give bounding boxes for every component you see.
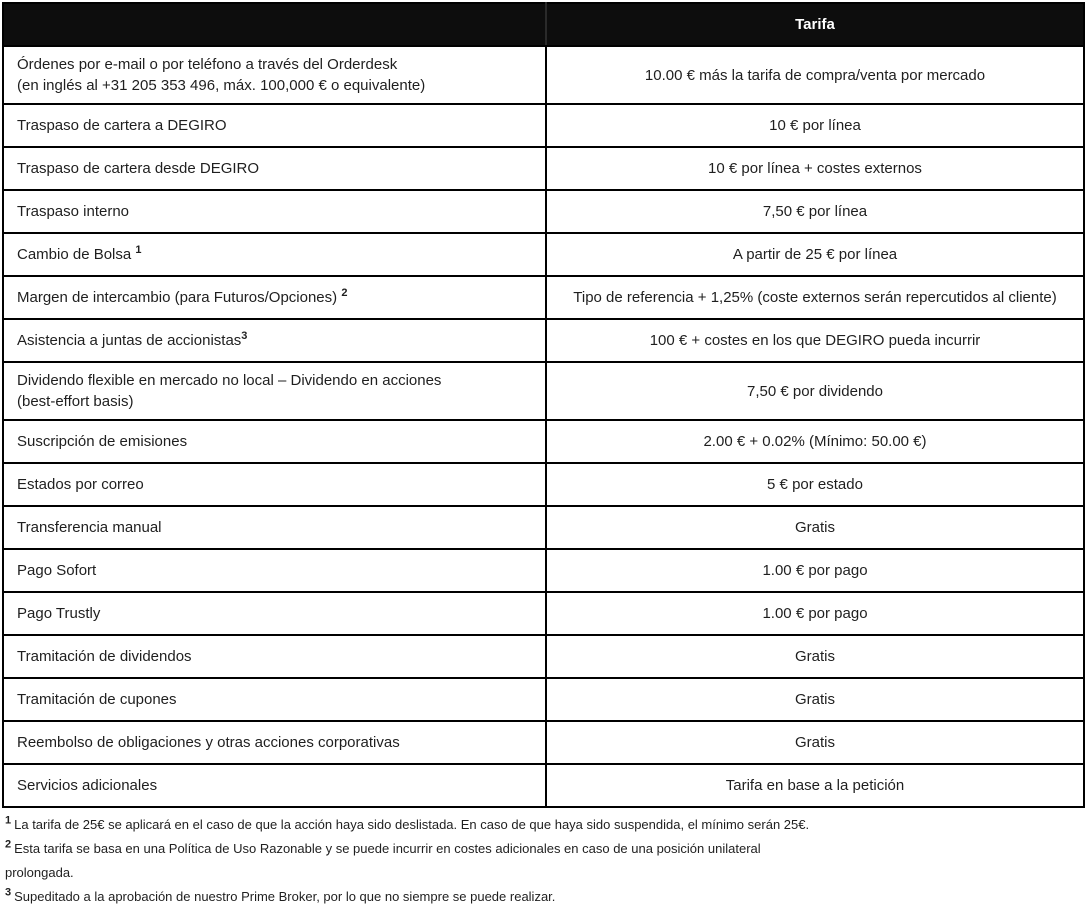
service-cell <box>3 506 546 549</box>
tarifa-value: 2.00 € + 0.02% (Mínimo: 50.00 €) <box>546 420 1084 463</box>
footnote-2-continuation: prolongada. <box>5 865 74 880</box>
tarifa-value: A partir de 25 € por línea <box>546 233 1084 276</box>
footnote-1 <box>5 813 1086 837</box>
table-row <box>3 104 1084 147</box>
service-cell <box>3 635 546 678</box>
footnote-reference: 3 <box>241 330 248 342</box>
table-row <box>3 721 1084 764</box>
table-row <box>3 549 1084 592</box>
service-label: Estados por correo <box>17 476 144 493</box>
footnote-1-marker: 1 <box>5 814 12 827</box>
service-label: Pago Sofort <box>17 562 97 579</box>
tarifa-value: 10 € por línea <box>546 104 1084 147</box>
service-label: Reembolso de obligaciones y otras acciones corporativas <box>17 734 400 751</box>
service-label-line2: (en inglés al +31 205 353 496, máx. 100,000 € o equivalente) <box>17 77 426 94</box>
tarifa-value: Gratis <box>546 721 1084 764</box>
table-row <box>3 276 1084 319</box>
tarifa-value: Tipo de referencia + 1,25% (coste externos serán repercutidos al cliente) <box>546 276 1084 319</box>
service-label: Traspaso de cartera a DEGIRO <box>17 117 227 134</box>
service-cell <box>3 233 546 276</box>
table-row <box>3 506 1084 549</box>
service-cell <box>3 420 546 463</box>
tarifa-value: 7,50 € por línea <box>546 190 1084 233</box>
tarifa-value: 10 € por línea + costes externos <box>546 147 1084 190</box>
service-cell <box>3 549 546 592</box>
footnote-reference: 2 <box>341 287 348 299</box>
footnote-reference: 1 <box>135 244 142 256</box>
table-row <box>3 46 1084 104</box>
service-label: Tramitación de dividendos <box>17 648 192 665</box>
footnote-2-marker: 2 <box>5 838 12 851</box>
footnote-2-text: Esta tarifa se basa en una Política de Uso Razonable y se puede incurrir en costes adicionales en caso de una posición unilateral <box>14 841 761 856</box>
footnote-2 <box>5 837 1086 861</box>
service-cell <box>3 592 546 635</box>
service-cell <box>3 362 546 420</box>
service-label: Servicios adicionales <box>17 777 158 794</box>
service-cell <box>3 463 546 506</box>
tarifa-value: 1.00 € por pago <box>546 549 1084 592</box>
tarifa-column-header: Tarifa <box>546 3 1084 46</box>
service-label: Tramitación de cupones <box>17 691 177 708</box>
fee-table <box>2 2 1085 808</box>
service-cell <box>3 276 546 319</box>
tarifa-value: 5 € por estado <box>546 463 1084 506</box>
table-row <box>3 319 1084 362</box>
tarifa-value: Gratis <box>546 635 1084 678</box>
table-row <box>3 362 1084 420</box>
service-label: Dividendo flexible en mercado no local – Dividendo en acciones <box>17 372 442 389</box>
footnote-3-marker: 3 <box>5 886 12 899</box>
table-row <box>3 678 1084 721</box>
service-cell <box>3 190 546 233</box>
tarifa-value: Gratis <box>546 506 1084 549</box>
service-cell <box>3 721 546 764</box>
table-row <box>3 764 1084 807</box>
footnote-1-text: La tarifa de 25€ se aplicará en el caso de que la acción haya sido deslistada. En caso de que haya sido suspendida, el mínimo serán 25€. <box>14 817 810 832</box>
tarifa-value: 7,50 € por dividendo <box>546 362 1084 420</box>
tarifa-value: Tarifa en base a la petición <box>546 764 1084 807</box>
table-row <box>3 233 1084 276</box>
service-label: Traspaso interno <box>17 203 130 220</box>
service-cell <box>3 147 546 190</box>
header-row <box>3 3 1084 46</box>
service-label: Asistencia a juntas de accionistas <box>17 332 242 349</box>
table-row <box>3 592 1084 635</box>
service-cell <box>3 764 546 807</box>
table-row <box>3 147 1084 190</box>
footnotes-section <box>2 813 1086 909</box>
tarifa-value: Gratis <box>546 678 1084 721</box>
tarifa-value: 100 € + costes en los que DEGIRO pueda incurrir <box>546 319 1084 362</box>
tarifa-value: 1.00 € por pago <box>546 592 1084 635</box>
service-label-line2: (best-effort basis) <box>17 393 134 410</box>
table-row <box>3 463 1084 506</box>
service-cell <box>3 46 546 104</box>
footnote-3-text: Supeditado a la aprobación de nuestro Prime Broker, por lo que no siempre se puede realizar. <box>14 889 556 904</box>
fee-table-body <box>3 46 1084 807</box>
service-label: Cambio de Bolsa <box>17 246 136 263</box>
service-label: Órdenes por e-mail o por teléfono a través del Orderdesk <box>17 56 398 73</box>
table-row <box>3 190 1084 233</box>
service-cell <box>3 678 546 721</box>
service-cell <box>3 319 546 362</box>
service-column-header <box>3 3 546 46</box>
service-label: Suscripción de emisiones <box>17 433 188 450</box>
table-row <box>3 420 1084 463</box>
service-label: Traspaso de cartera desde DEGIRO <box>17 160 260 177</box>
service-label: Pago Trustly <box>17 605 101 622</box>
service-cell <box>3 104 546 147</box>
footnote-3 <box>5 885 1086 909</box>
service-label: Margen de intercambio (para Futuros/Opciones) <box>17 289 342 306</box>
tarifa-value: 10.00 € más la tarifa de compra/venta por mercado <box>546 46 1084 104</box>
service-label: Transferencia manual <box>17 519 162 536</box>
table-row <box>3 635 1084 678</box>
